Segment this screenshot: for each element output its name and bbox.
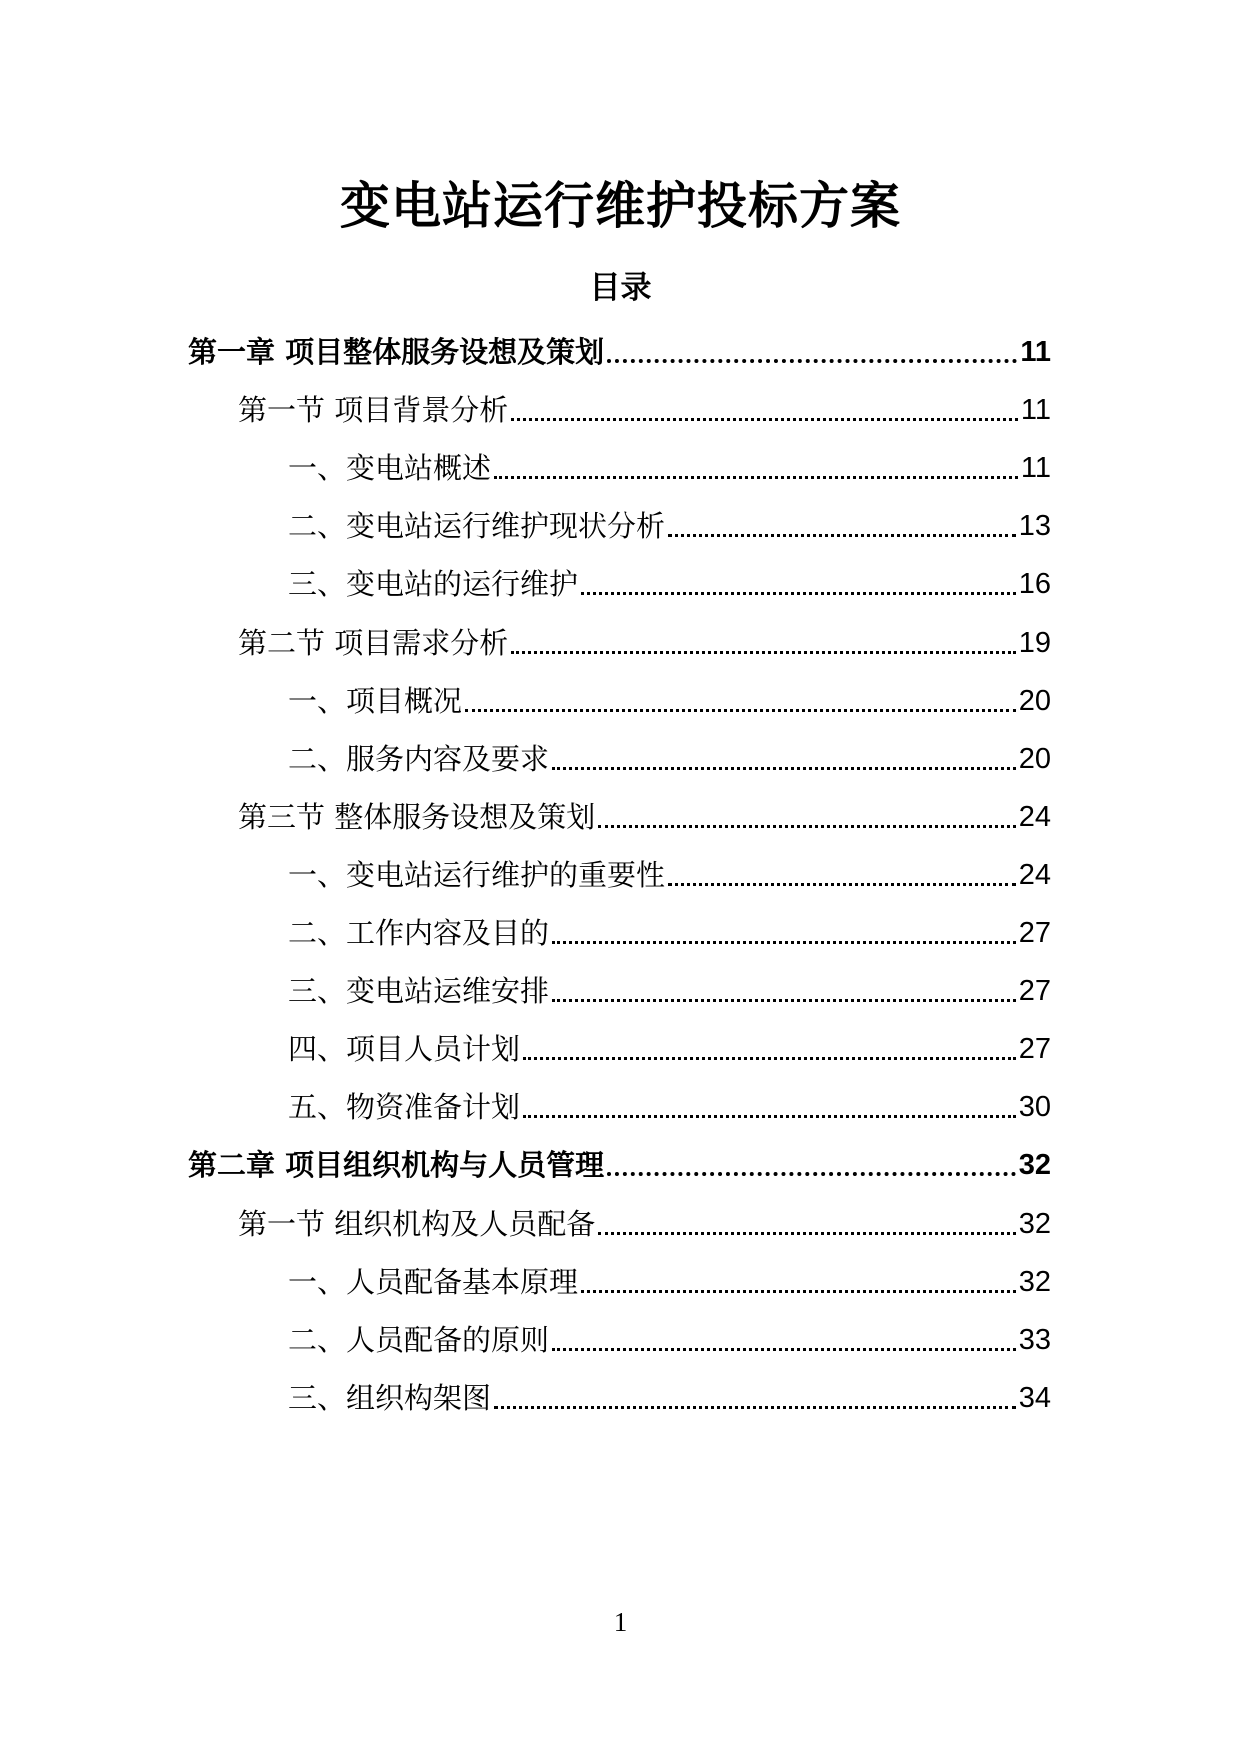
toc-entry-level-2[interactable] (238, 1198, 1051, 1244)
toc-entry-label: 一、人员配备基本原理 (288, 1265, 579, 1299)
toc-entry-label: 第二章 项目组织机构与人员管理 (188, 1148, 605, 1182)
toc-entry-page-number: 11 (1020, 394, 1051, 426)
toc-heading: 目录 (589, 270, 652, 306)
toc-dot-leader (552, 1348, 1016, 1351)
toc-entry-label: 二、工作内容及目的 (288, 916, 550, 950)
toc-dot-leader (552, 999, 1016, 1002)
toc-entry-label: 三、组织构架图 (288, 1381, 492, 1415)
toc-dot-leader (552, 941, 1016, 944)
toc-dot-leader (465, 709, 1016, 712)
toc-entry-level-3[interactable] (288, 1256, 1051, 1302)
toc-entry-page-number: 13 (1018, 510, 1051, 542)
toc-dot-leader (523, 1115, 1016, 1118)
toc-entry-level-3[interactable] (288, 442, 1051, 488)
toc-entry-label: 第三节 整体服务设想及策划 (238, 800, 596, 834)
toc-entry-level-3[interactable] (288, 1023, 1051, 1069)
toc-entry-level-3[interactable] (288, 733, 1051, 779)
toc-entry-level-3[interactable] (288, 1314, 1051, 1360)
toc-dot-leader (511, 651, 1016, 654)
toc-entry-page-number: 11 (1020, 336, 1051, 368)
toc-entry-page-number: 20 (1018, 685, 1051, 717)
toc-entry-label: 第一章 项目整体服务设想及策划 (188, 335, 605, 369)
toc-entry-label: 一、变电站概述 (288, 451, 492, 485)
toc-entry-page-number: 24 (1018, 859, 1051, 891)
toc-entry-level-3[interactable] (288, 849, 1051, 895)
toc-entry-label: 一、项目概况 (288, 684, 463, 718)
toc-entry-page-number: 16 (1018, 568, 1051, 600)
toc-entry-page-number: 32 (1018, 1266, 1051, 1298)
toc-entry-page-number: 19 (1018, 627, 1051, 659)
toc-entry-label: 第一节 项目背景分析 (238, 393, 509, 427)
toc-entry-page-number: 27 (1018, 1033, 1051, 1065)
toc-entry-level-3[interactable] (288, 558, 1051, 604)
toc-entry-label: 二、人员配备的原则 (288, 1323, 550, 1357)
toc-entry-level-3[interactable] (288, 500, 1051, 546)
toc-dot-leader (607, 359, 1017, 363)
toc-dot-leader (598, 1232, 1016, 1235)
toc-dot-leader (581, 592, 1016, 595)
toc-entry-level-3[interactable] (288, 1372, 1051, 1418)
toc-entry-label: 二、服务内容及要求 (288, 742, 550, 776)
toc-dot-leader (581, 1290, 1016, 1293)
toc-entry-level-1[interactable] (188, 1139, 1051, 1185)
toc-dot-leader (598, 825, 1016, 828)
toc-entry-page-number: 32 (1018, 1208, 1051, 1240)
toc-dot-leader (668, 534, 1016, 537)
toc-entry-page-number: 32 (1018, 1149, 1051, 1181)
toc-entry-level-3[interactable] (288, 675, 1051, 721)
document-title: 变电站运行维护投标方案 (340, 177, 901, 235)
toc-dot-leader (494, 476, 1018, 479)
toc-entry-label: 第一节 组织机构及人员配备 (238, 1207, 596, 1241)
toc-entry-page-number: 27 (1018, 917, 1051, 949)
toc-dot-leader (668, 883, 1016, 886)
toc-entry-page-number: 20 (1018, 743, 1051, 775)
toc-entry-label: 一、变电站运行维护的重要性 (288, 858, 666, 892)
toc-entry-page-number: 11 (1020, 452, 1051, 484)
toc-entry-level-2[interactable] (238, 791, 1051, 837)
toc-entry-label: 第二节 项目需求分析 (238, 626, 509, 660)
toc-entry-label: 二、变电站运行维护现状分析 (288, 509, 666, 543)
toc-entry-page-number: 30 (1018, 1091, 1051, 1123)
toc-entry-page-number: 33 (1018, 1324, 1051, 1356)
toc-dot-leader (511, 418, 1018, 421)
toc-dot-leader (494, 1406, 1016, 1409)
toc-entry-level-3[interactable] (288, 907, 1051, 953)
toc-entry-page-number: 24 (1018, 801, 1051, 833)
toc-entry-level-3[interactable] (288, 1081, 1051, 1127)
toc-entry-label: 三、变电站运维安排 (288, 974, 550, 1008)
toc-entry-level-2[interactable] (238, 617, 1051, 663)
toc-entry-page-number: 27 (1018, 975, 1051, 1007)
toc-entry-label: 三、变电站的运行维护 (288, 567, 579, 601)
toc-entry-page-number: 34 (1018, 1382, 1051, 1414)
toc-dot-leader (607, 1172, 1016, 1176)
toc-dot-leader (523, 1057, 1016, 1060)
page-number: 1 (613, 1607, 628, 1637)
toc-entry-level-3[interactable] (288, 965, 1051, 1011)
toc-entry-level-1[interactable] (188, 326, 1051, 372)
toc-entry-label: 四、项目人员计划 (288, 1032, 521, 1066)
toc-entry-level-2[interactable] (238, 384, 1051, 430)
toc-dot-leader (552, 767, 1016, 770)
toc-entry-label: 五、物资准备计划 (288, 1090, 521, 1124)
